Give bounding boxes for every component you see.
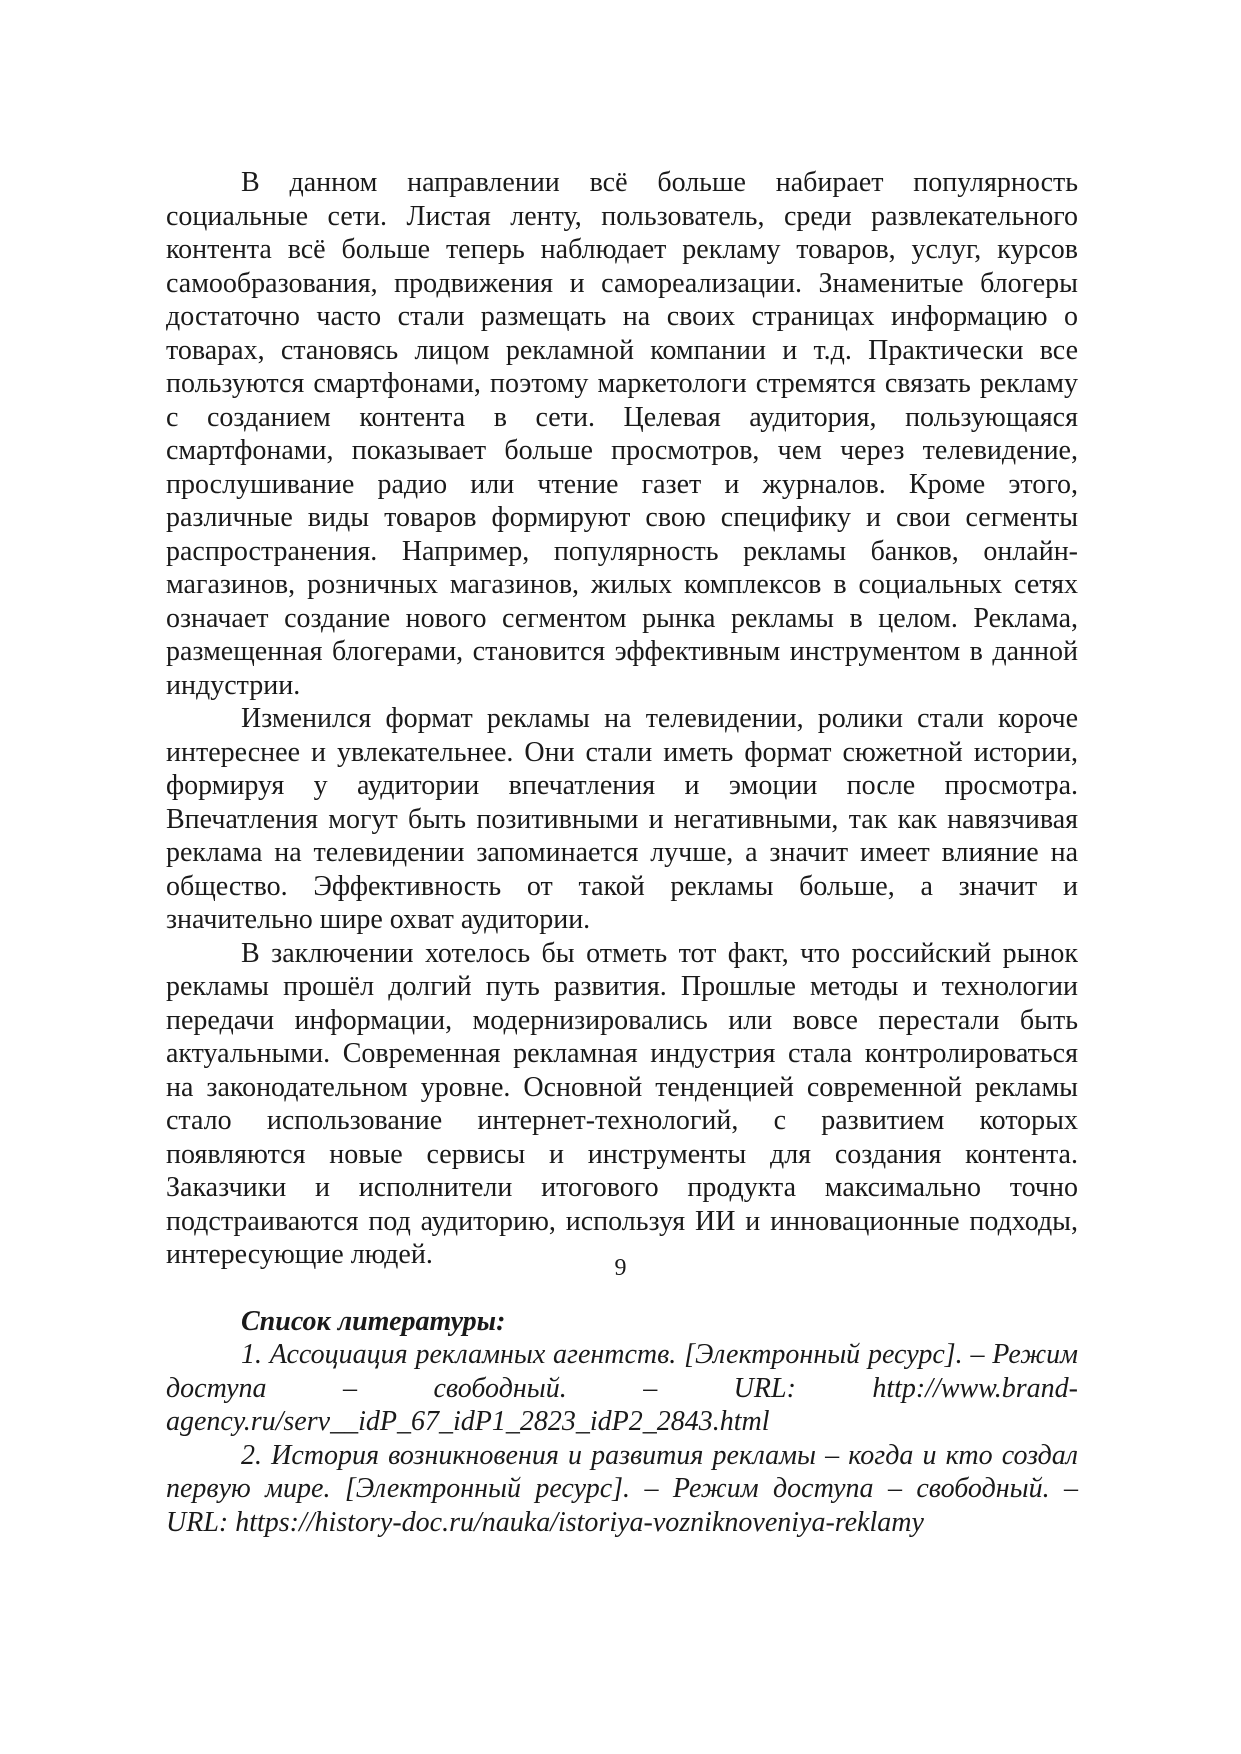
references-heading: Список литературы: bbox=[241, 1305, 506, 1337]
references-section bbox=[166, 1305, 1078, 1540]
body-paragraph-2: Изменился формат рекламы на телевидении, ролики стали короче интереснее и увлекательнее. Они стали иметь формат сюжетной истории, формируя у аудитории впечатления и эмоции после просмотра. Впечатления могут быть позитивными и негативными, так как навязчивая реклама на телевидении запоминается лучше, а значит имеет влияние на общество. Эффективность от такой рекламы больше, а значит и значительно шире охват аудитории. bbox=[166, 703, 1078, 935]
body-paragraph-1: В данном направлении всё больше набирает популярность социальные сети. Листая ленту, пользователь, среди развлекательного контента всё больше теперь наблюдает рекламу товаров, услуг, курсов самообразования, продвижения и самореализации. Знаменитые блогеры достаточно часто стали размещать на своих страницах информацию о товарах, становясь лицом рекламной компании и т.д. Практически все пользуются смартфонами, поэтому маркетологи стремятся связать рекламу с созданием контента в сети. Целевая аудитория, пользующаяся смартфонами, показывает больше просмотров, чем через телевидение, прослушивание радио или чтение газет и журналов. Кроме этого, различные виды товаров формируют свою специфику и свои сегменты распространения. Например, популярность рекламы банков, онлайн-магазинов, розничных магазинов, жилых комплексов в социальных сетях означает создание нового сегментом рынка рекламы в целом. Реклама, размещенная блогерами, становится эффективным инструментом в данной индустрии. bbox=[166, 167, 1078, 701]
body-paragraph-3: В заключении хотелось бы отметь тот факт, что российский рынок рекламы прошёл долгий путь развития. Прошлые методы и технологии передачи информации, модернизировались или вовсе перестали быть актуальными. Современная рекламная индустрия стала контролироваться на законодательном уровне. Основной тенденцией современной рекламы стало использование интернет-технологий, с развитием которых появляются новые сервисы и инструменты для создания контента. Заказчики и исполнители итогового продукта максимально точно подстраиваются под аудиторию, используя ИИ и инновационные подходы, интересующие людей. bbox=[166, 937, 1078, 1270]
reference-item-2: 2. История возникновения и развития рекламы – когда и кто создал первую мире. [Электронный ресурс]. – Режим доступа – свободный. – URL: https://history-doc.ru/nauka/istoriya-vozniknoveniya-reklamy bbox=[166, 1439, 1078, 1538]
reference-item-1: 1. Ассоциация рекламных агентств. [Электронный ресурс]. – Режим доступа – свободный. – URL: http://www.brand-agency.ru/serv__idP_67_idP1_2823_idP2_2843.html bbox=[166, 1339, 1078, 1437]
page-body bbox=[166, 166, 1078, 1539]
page-number: 9 bbox=[614, 1255, 627, 1281]
